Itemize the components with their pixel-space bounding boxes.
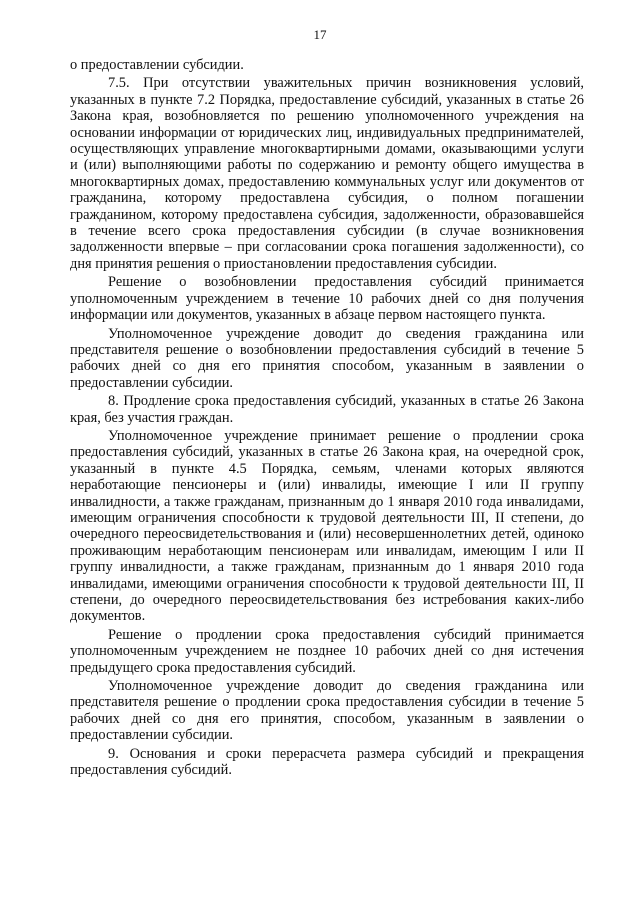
paragraph-resumption-notice: Уполномоченное учреждение доводит до сведения гражданина или представителя решение о возобновлении предоставления субсидий в течение 5 рабочих дней со дня его принятия способом, указанным в заявлении о предоставлении субсидии. xyxy=(70,325,584,391)
paragraph-7-5: 7.5. При отсутствии уважительных причин возникновения условий, указанных в пункте 7.2 Порядка, предоставление субсидий, указанных в статье 26 Закона края, возобновляется по решению уполномоченного учреждения на основании информации от юридических лиц, индивидуальных предпринимателей, осуществляющих управление многоквартирными домами, оказывающими услуги и (или) выполняющими работы по содержанию и ремонту общего имущества в многоквартирных домах, предоставлению коммунальных услуг или документов от гражданина, которому предоставлена субсидия, о полном погашении гражданином, которому предоставлена субсидия, задолженности, образовавшейся в течение всего срока предоставления субсидии (в случае возникновения задолженности впервые – при согласовании срока погашения задолженности), со дня принятия решения о приостановлении предоставления субсидии. xyxy=(70,75,584,272)
paragraph-8-heading: 8. Продление срока предоставления субсидий, указанных в статье 26 Закона края, без участия граждан. xyxy=(70,393,584,426)
document-body xyxy=(70,57,584,778)
paragraph-extension-decision: Уполномоченное учреждение принимает решение о продлении срока предоставления субсидий, указанных в статье 26 Закона края, на очередной срок, указанный в пункте 4.5 Порядка, семьям, членами которых являются неработающие пенсионеры и (или) инвалиды, имеющие I или II группу инвалидности, а также гражданам, признанным до 1 января 2010 года инвалидами, имеющим ограничения способности к трудовой деятельности III, II степени, до очередного переосвидетельствования и (или) несовершеннолетних детей, одиноко проживающим неработающим пенсионерам или инвалидам, имеющим I или II группу инвалидности, а также гражданам, признанным до 1 января 2010 года инвалидами, имеющими ограничения способности к трудовой деятельности III, II степени, до очередного переосвидетельствования без истребования каких-либо документов. xyxy=(70,427,584,625)
paragraph-resumption-decision: Решение о возобновлении предоставления субсидий принимается уполномоченным учреждением в течение 10 рабочих дней со дня получения информации или документов, указанных в абзаце первом настоящего пункта. xyxy=(70,274,584,324)
paragraph-9-heading: 9. Основания и сроки перерасчета размера субсидий и прекращения предоставления субсидий. xyxy=(70,745,584,779)
paragraph-extension-deadline: Решение о продлении срока предоставления субсидий принимается уполномоченным учреждением не позднее 10 рабочих дней со дня истечения предыдущего срока предоставления субсидий. xyxy=(70,626,584,676)
page-number: 17 xyxy=(313,27,327,42)
paragraph-extension-notice: Уполномоченное учреждение доводит до сведения гражданина или представителя решение о продлении срока предоставления субсидии в течение 5 рабочих дней со дня его принятия, способом, указанным в заявлении о предоставлении субсидии. xyxy=(70,678,584,744)
paragraph-continuation: о предоставлении субсидии. xyxy=(70,57,244,73)
